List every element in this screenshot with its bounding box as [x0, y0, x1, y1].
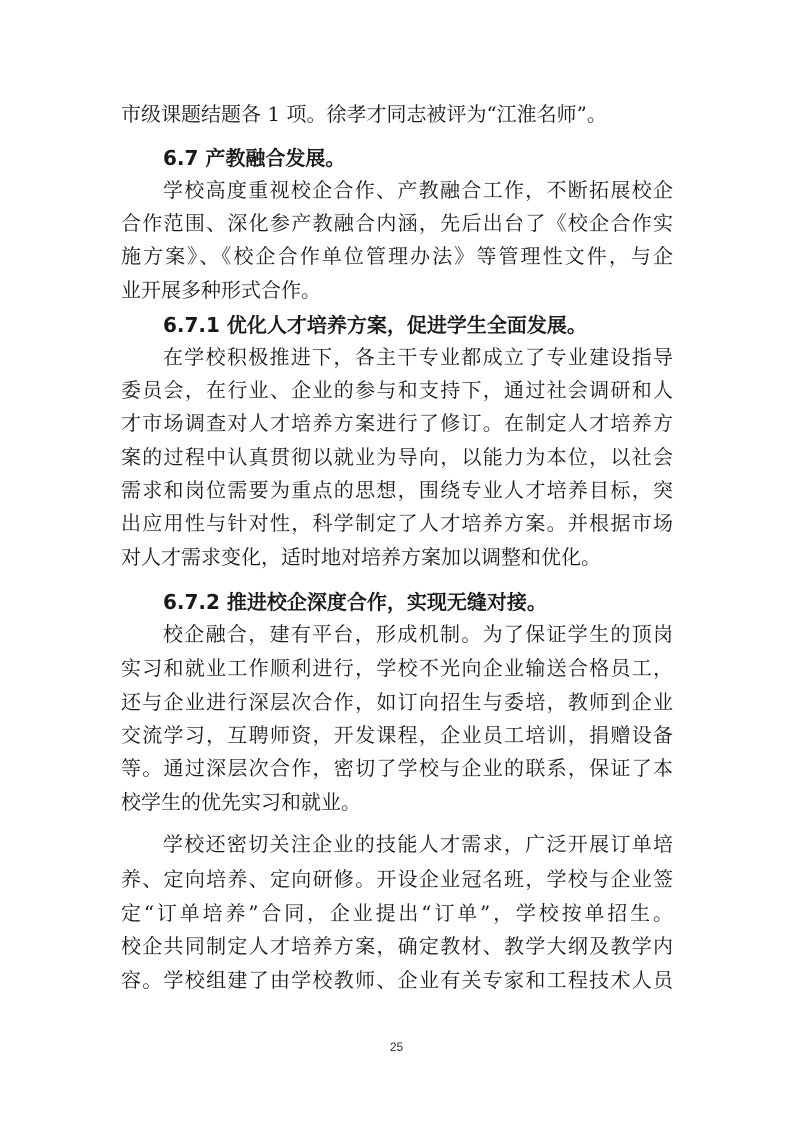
paragraph-line: 出应用性与针对性，科学制定了人才培养方案。并根据市场 — [121, 511, 673, 535]
paragraph-line: 校学生的优先实习和就业。 — [121, 790, 361, 814]
paragraph-line: 业开展多种形式合作。 — [121, 278, 321, 302]
section-heading-6-7-2: 6.7.2 推进校企深度合作，实现无缝对接。 — [163, 590, 547, 614]
section-heading-6-7: 6.7 产教融合发展。 — [163, 146, 346, 170]
paragraph-line: 学校还密切关注企业的技能人才需求，广泛开展订单培 — [163, 832, 673, 856]
paragraph-line: 学校高度重视校企合作、产教融合工作，不断拓展校企 — [163, 178, 673, 202]
paragraph-line: 校企共同制定人才培养方案，确定教材、教学大纲及教学内 — [121, 934, 673, 958]
paragraph-line: 合作范围、深化参产教融合内涵，先后出台了《校企合作实 — [121, 211, 673, 235]
paragraph-line: 需求和岗位需要为重点的思想，围绕专业人才培养目标，突 — [121, 478, 673, 502]
paragraph-line: 定“订单培养”合同，企业提出“订单”，学校按单招生。 — [121, 901, 673, 925]
paragraph-line: 委员会，在行业、企业的参与和支持下，通过社会调研和人 — [121, 378, 673, 402]
paragraph-line: 实习和就业工作顺利进行，学校不光向企业输送合格员工， — [121, 656, 673, 680]
paragraph-line: 对人才需求变化，适时地对培养方案加以调整和优化。 — [121, 545, 601, 569]
paragraph-line: 案的过程中认真贯彻以就业为导向，以能力为本位，以社会 — [121, 445, 673, 469]
paragraph-line: 养、定向培养、定向研修。开设企业冠名班，学校与企业签 — [121, 867, 673, 891]
page-number: 25 — [389, 1040, 404, 1054]
section-heading-6-7-1: 6.7.1 优化人才培养方案，促进学生全面发展。 — [163, 313, 587, 337]
paragraph-line: 交流学习，互聘师资，开发课程，企业员工培训，捐赠设备 — [121, 723, 673, 747]
paragraph-line: 等。通过深层次合作，密切了学校与企业的联系，保证了本 — [121, 756, 673, 780]
paragraph-line: 校企融合，建有平台，形成机制。为了保证学生的顶岗 — [163, 622, 673, 646]
paragraph-line: 容。学校组建了由学校教师、企业有关专家和工程技术人员 — [121, 968, 673, 992]
paragraph-line: 在学校积极推进下，各主干专业都成立了专业建设指导 — [163, 345, 673, 369]
paragraph-line: 才市场调查对人才培养方案进行了修订。在制定人才培养方 — [121, 411, 673, 435]
paragraph-line: 市级课题结题各 1 项。徐孝才同志被评为“江淮名师”。 — [121, 102, 607, 126]
paragraph-line: 施方案》、《校企合作单位管理办法》等管理性文件，与企 — [121, 244, 673, 268]
paragraph-line: 还与企业进行深层次合作，如订向招生与委培，教师到企业 — [121, 690, 673, 714]
